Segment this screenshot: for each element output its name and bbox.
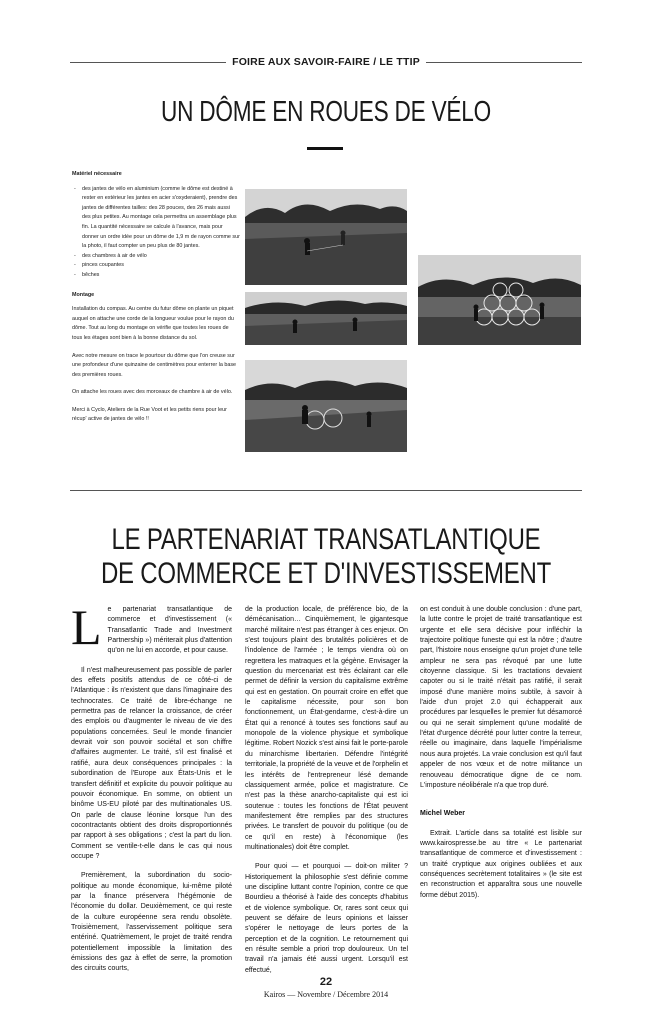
author-name: Michel Weber — [420, 810, 465, 818]
photo-digging — [245, 292, 407, 345]
photo-first-wheels — [245, 360, 407, 452]
source-note: Extrait. L'article dans sa totalité est lisible sur www.kairospresse.be au titre « Le partenariat transatlantique de commerce et d'investissement : un traité cryptique aux origines oubliées et aux conséquences secrètement totalitaires » (le site est en reconstruction et apparaîtra sous une nouvelle forme début 2015). — [420, 829, 582, 899]
photo-dome — [418, 255, 581, 345]
materials-heading: Matériel nécessaire — [72, 171, 122, 177]
montage-paragraph: On attache les roues avec des morceaux de chambre à air de vélo. — [72, 389, 233, 396]
dome-title: UN DÔME EN ROUES DE VÉLO — [161, 96, 491, 128]
dome-sidebar — [72, 170, 240, 425]
montage-paragraph: Avec notre mesure on trace le pourtour du dôme que l'on creuse sur une profondeur d'une quinzaine de centimètres pour enterrer la base des premières roues. — [72, 352, 237, 378]
ttip-paragraph: Il n'est malheureusement pas possible de parler des effets positifs attendus de ce côté-ci de l'Atlantique : ils n'existent que dans l'imaginaire des technocrates. Ce traité de libre-échange ne permettra pas de relancer la croissance, de créer des emplois ou d'augmenter le niveau de vie des populations concernées. Seul le monde financier devrait voir son pouvoir sociétal et son chiffre d'affaires augmenter. Le traité, s'il est finalisé et ratifié, aura deux conséquences principales : la subordination de l'Europe aux États-Unis et le transfert définitif et explicite du pouvoir politique au pouvoir économique. En somme, on obtient un binôme US-EU piloté par des multinationales US. On parle de clause léonine lorsque l'un des cocontractants obtient des droits disproportionnés par rapport à ses obligations ; c'est la part du lion. Comment se ventile-t-elle dans le cas qui nous occupe ? — [71, 666, 232, 860]
section-header: FOIRE AUX SAVOIR-FAIRE / LE TTIP — [0, 56, 652, 68]
photo-first-wheels-image — [245, 360, 407, 452]
ttip-paragraph: Pour quoi — et pourquoi — doit-on militer ? Historiquement la philosophie s'est définie comme une discipline luttant contre l'opinion, contre ce que Bourdieu a théorisé à l'aide des concepts d'habitus et de violence symbolique. Or, rares sont ceux qui peuvent se défaire de leurs opinions et laisser s'opérer le nettoyage de leurs portes de la perception et de la cognition. Le retournement qui en résulte semble a priori trop douloureux. Un tel travail n'a jamais été aussi urgent. Lorsqu'il est effectué, — [245, 863, 408, 974]
ttip-paragraph: on est conduit à une double conclusion : d'une part, la lutte contre le projet de traité transatlantique est urgente et elle sera décisive pour infléchir la trajectoire politique funeste qui est la nôtre ; d'autre part, l'histoire nous enseigne qu'un projet d'une telle ampleur ne sera pas révoqué par une lutte citoyenne classique. Si les tractations devaient capoter ou si le traité n'était pas ratifié, il serait imposé d'une manière moins subtile, à savoir à l'aide d'un projet 2.0 qui échapperait aux procédures par lesquelles le premier fut désamorcé ou qui ne serait simplement qu'une modalité de l'état d'urgence décrété pour lutter contre la terreur, réelle ou imaginaire, dans laquelle l'impérialisme nous aura projetés. La vraie conclusion est qu'il faut appeler de nos vœux et de notre militance un renouveau démocratique digne de ce nom. L'imposture néolibérale n'a que trop duré. — [420, 606, 582, 789]
ttip-paragraph: Premièrement, la subordination du socio-politique au monde économique, lui-même piloté par la finance préservera l'hégémonie de l'économie du dollar. Deuxièmement, ce qui reste de la culture européenne sera rendu obsolète. Troisièmement, l'asservissement politique sera entériné. Quatrièmement, le projet de traité rendra potentiellement impossible la limitation des émissions des gaz à effet de serre, la promotion des circuits courts, — [71, 872, 232, 973]
list-item: - des chambres à air de vélo — [82, 252, 240, 262]
photo-digging-image — [245, 292, 407, 345]
ttip-column-1 — [71, 599, 232, 984]
dropcap: L — [71, 599, 102, 655]
montage-heading: Montage — [72, 291, 95, 298]
list-item: - pinces coupantes — [82, 261, 240, 271]
list-item: - bêches — [82, 271, 240, 281]
ttip-paragraph: Le partenariat transatlantique de commerce et d'investissement (« Transatlantic Trade and Investment Partnership ») mériterait plus d'attention qu'on ne lui en accorde, et pour cause. — [71, 599, 232, 655]
ttip-title-line2: DE COMMERCE ET D'INVESTISSEMENT — [100, 557, 552, 590]
ttip-column-2 — [245, 605, 408, 985]
footer-line: Kairos — Novembre / Décembre 2014 — [263, 990, 389, 999]
thanks-paragraph: Merci à Cyclo, Ateliers de la Rue Voot et les petits riens pour leur récup' active de jantes de vélo !! — [72, 406, 227, 423]
ttip-title-line1: LE PARTENARIAT TRANSATLANTIQUE — [111, 523, 541, 556]
photo-compass-image — [245, 189, 407, 285]
list-item: - des jantes de vélo en aluminium (comme le dôme est destiné à rester en extérieur les jantes en acier s'oxyderaient), prendre des jantes de différentes tailles: des 28 pouces, des 26 mais aussi des plus petites. Au montage cela permettra un assemblage plus fin. La quantité nécessaire se calcule à l'avance, mais pour donner un ordre idée pour un dôme de 1,9 m de rayon comme sur la photo, il faut compter un peu plus de 80 jantes. — [82, 185, 240, 252]
title-dash — [307, 147, 343, 150]
photo-dome-image — [418, 255, 581, 345]
materials-list — [72, 185, 240, 281]
ttip-paragraph: de la production locale, de préférence bio, de la démécanisation… Cinquièmement, le gigantesque marché militaire n'est pas étranger à ces enjeux. On s'est toujours plaint des brutalités policières et de l'indolence de l'armée ; le temps viendra où on regrettera les matraques et la gégène. Envisager la question du mercenariat est très éclairant car elle permet de définir la version du capitalisme extrême qui est en gestation. On pourrait croire en effet que le capitalisme nécessite, pour son bon fonctionnement, un État-gendarme, c'est-à-dire un État qui a renoncé à toutes ses fonctions sauf au monopole de la violence physique et symbolique légitime. Robert Nozick s'est ainsi fait le porte-parole du minarchisme libertarien. Défendre l'intégrité territoriale, la propriété de la veuve et de l'orphelin et les intérêts de l'entrepreneur lésé demande classiquement armée, police et magistrature. Ce n'est pas la thèse anarcho-capitaliste qui est ici soutenue : toutes les fonctions de l'État peuvent manifestement être remplies par des structures privées. Le transfert de pouvoir du politique (ou de ce qu'il en reste) à l'économique (les multinationales) doit être complet. — [245, 606, 408, 851]
page-number: 22 — [319, 976, 333, 988]
montage-paragraph: Installation du compas. Au centre du futur dôme on plante un piquet auquel on attache une corde de la longueur voulue pour le rayon du dôme. Tout au long du montage on vérifie que toutes les roues de tous les étages sont bien à la bonne distance du sol. — [72, 306, 234, 341]
section-divider — [70, 490, 582, 491]
photo-compass — [245, 189, 407, 285]
ttip-column-3 — [420, 605, 582, 910]
